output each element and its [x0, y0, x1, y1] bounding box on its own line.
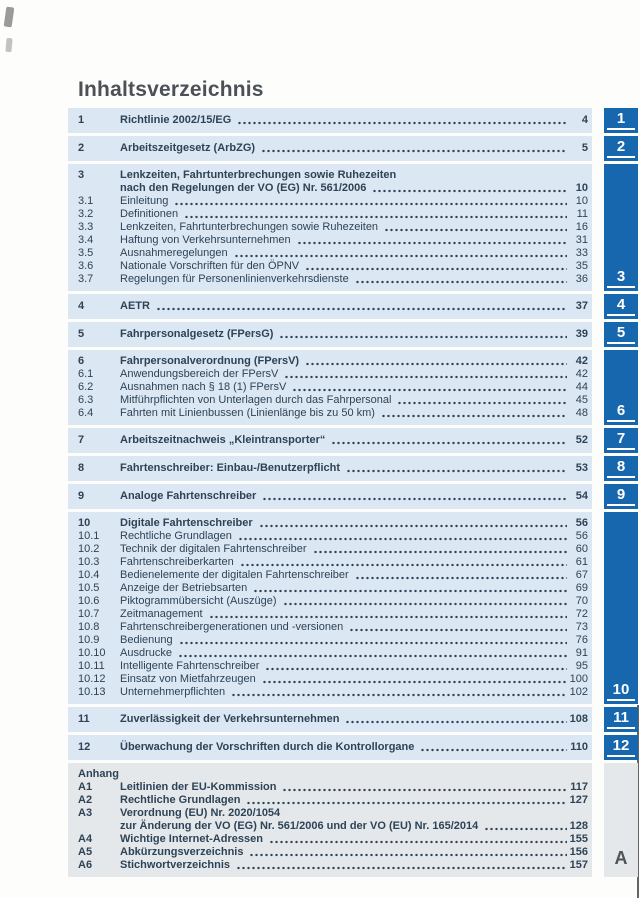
dot-leader	[381, 414, 567, 418]
toc-entry-title: Bedienelemente der digitalen Fahrtenschreiber	[120, 569, 349, 581]
toc-entry-title: Nationale Vorschriften für den ÖPNV	[120, 260, 300, 272]
toc-sub-entry	[68, 582, 592, 595]
dot-leader	[184, 215, 567, 219]
toc-entry-number: 10.11	[78, 660, 105, 672]
dot-leader	[209, 615, 567, 619]
toc-entry-page: 70	[575, 595, 588, 607]
toc-entry-number: 10.9	[78, 634, 100, 646]
toc-entry-page: 100	[569, 673, 588, 685]
toc-anhang-entry	[68, 781, 592, 794]
toc-entry-title: Mitführpflichten von Unterlagen durch das Fahrpersonal	[120, 394, 392, 406]
toc-entry-page: 95	[575, 660, 588, 672]
dot-leader	[231, 693, 566, 697]
toc-entry-title: Fahrpersonalverordnung (FPersV)	[120, 355, 300, 367]
toc-entry-number: A6	[78, 859, 93, 871]
toc-section-band	[68, 707, 592, 732]
dot-leader	[246, 801, 566, 805]
toc-entry-page: 110	[570, 741, 588, 753]
dot-leader	[355, 576, 567, 580]
toc-entry-number: 3.6	[78, 260, 94, 272]
toc-section-band	[68, 456, 592, 481]
toc-entry-number: 3.1	[78, 195, 94, 207]
toc-entry-title: zur Änderung der VO (EG) Nr. 561/2006 und der VO (EU) Nr. 165/2014	[120, 820, 479, 832]
toc-entry-title: Intelligente Fahrtenschreiber	[120, 660, 260, 672]
dot-leader	[265, 667, 567, 671]
toc-entry-title: Stichwortverzeichnis	[120, 859, 231, 871]
toc-entry-title: Anzeige der Betriebsarten	[120, 582, 248, 594]
toc-entry-number: 10.8	[78, 621, 100, 633]
toc-entry-number: 10.5	[78, 582, 100, 594]
toc-entry-page: 48	[575, 407, 588, 419]
toc-entry-title: AETR	[120, 300, 150, 312]
toc-entry-page: 60	[575, 543, 588, 555]
toc-entry-page: 42	[575, 368, 588, 380]
toc-entry-page: 73	[575, 621, 588, 633]
toc-entry-page: 37	[575, 300, 588, 312]
toc-entry-number: 11	[78, 713, 90, 725]
toc-sub-entry	[68, 673, 592, 686]
toc-entry-number: 5	[78, 328, 85, 340]
dot-leader	[253, 589, 567, 593]
thumb-tab-label: 9	[607, 487, 635, 506]
thumb-tab-label: 5	[607, 325, 635, 344]
toc-entry-title: Zeitmanagement	[120, 608, 203, 620]
toc-entry-number: 6	[78, 355, 85, 367]
dot-leader	[178, 654, 567, 658]
toc-entry-number: 10.13	[78, 686, 106, 698]
toc-entry-title: Fahrten mit Linienbussen (Linienlänge bis zu 50 km)	[120, 407, 375, 419]
toc-entry-title: Ausdrucke	[120, 647, 172, 659]
toc-sub-entry	[68, 221, 592, 234]
thumb-tab-2	[604, 136, 638, 161]
toc-entry-page: 11	[576, 208, 588, 220]
toc-entry-page: 42	[575, 355, 588, 367]
toc-entry-title: Bedienung	[120, 634, 173, 646]
thumb-tab-5	[604, 322, 638, 347]
toc-entry-page: 4	[581, 114, 588, 126]
toc-entry-title: Ausnahmeregelungen	[120, 247, 228, 259]
anhang-label	[68, 768, 592, 781]
thumb-tab-label: A	[614, 848, 628, 868]
thumb-tab-12	[604, 735, 638, 760]
dot-leader	[240, 563, 567, 567]
toc-entry-title: Lenkzeiten, Fahrtunterbrechungen sowie Ruhezeiten	[120, 169, 397, 181]
toc-section-entry	[68, 713, 592, 726]
toc-anhang-entry	[68, 807, 592, 820]
toc-entry-title: Technik der digitalen Fahrtenschreiber	[120, 543, 307, 555]
toc-entry-title: Piktogrammübersicht (Auszüge)	[120, 595, 277, 607]
toc-section-band	[68, 164, 592, 291]
toc-entry-number: 3	[78, 169, 85, 181]
toc-section-band	[68, 735, 592, 760]
toc-sub-entry	[68, 195, 592, 208]
toc-sub-entry	[68, 686, 592, 699]
thumb-tab-label: 3	[607, 269, 635, 288]
dot-leader	[305, 362, 567, 366]
dot-leader	[174, 202, 567, 206]
toc-entry-page: 52	[575, 434, 588, 446]
dot-leader	[345, 720, 566, 724]
toc-entry-title: Analoge Fahrtenschreiber	[120, 490, 257, 502]
thumb-tab-11	[604, 707, 638, 732]
toc-entry-number: 6.4	[78, 407, 94, 419]
toc-entry-page: 108	[569, 713, 588, 725]
toc-entry-title: Ausnahmen nach § 18 (1) FPersV	[120, 381, 287, 393]
dot-leader	[249, 853, 566, 857]
toc-entry-title: Fahrpersonalgesetz (FPersG)	[120, 328, 274, 340]
toc-sub-entry	[68, 368, 592, 381]
thumb-tab-7	[604, 428, 638, 453]
toc-sub-entry	[68, 621, 592, 634]
dot-leader	[384, 228, 567, 232]
dot-leader	[282, 788, 567, 792]
toc-entry-title: Lenkzeiten, Fahrtunterbrechungen sowie Ruhezeiten	[120, 221, 379, 233]
thumb-tab-3	[604, 164, 638, 291]
toc-section-entry	[68, 434, 592, 447]
toc-section-entry	[68, 741, 592, 754]
toc-entry-number: 4	[78, 300, 85, 312]
toc-sub-entry	[68, 208, 592, 221]
thumb-tab-label: 7	[607, 431, 635, 450]
dot-leader	[297, 241, 567, 245]
toc-entry-title: Überwachung der Vorschriften durch die Kontrollorgane	[120, 741, 415, 753]
toc-entry-page: 157	[569, 859, 588, 871]
toc-entry-number: 3.4	[78, 234, 94, 246]
dot-leader	[262, 497, 567, 501]
thumb-tab-9	[604, 484, 638, 509]
toc-entry-number: 3.2	[78, 208, 94, 220]
toc-entry-number: 6.3	[78, 394, 94, 406]
dot-leader	[262, 680, 567, 684]
dot-leader	[156, 307, 567, 311]
toc-entry-title: Fahrtenschreibergenerationen und -versionen	[120, 621, 344, 633]
dot-leader	[346, 469, 567, 473]
toc-section-entry	[68, 328, 592, 341]
toc-entry-number: 6.2	[78, 381, 94, 393]
toc-entry-title: Verordnung (EU) Nr. 2020/1054	[120, 807, 281, 819]
toc-entry-title: Regelungen für Personenlinienverkehrsdienste	[120, 273, 349, 285]
toc-entry-number: 7	[78, 434, 85, 446]
toc-entry-number: 10	[78, 517, 91, 529]
dot-leader	[234, 254, 567, 258]
dot-leader	[355, 280, 567, 284]
thumb-tab-A	[604, 763, 638, 877]
toc-section-entry	[68, 462, 592, 475]
toc-entry-page: 54	[575, 490, 588, 502]
dot-leader	[269, 840, 567, 844]
toc-entry-page: 45	[575, 394, 588, 406]
thumb-tab-1	[604, 108, 638, 133]
toc-section-entry	[68, 517, 592, 530]
scan-artifact	[5, 38, 12, 52]
toc-section-entry	[68, 142, 592, 155]
dot-leader	[305, 267, 567, 271]
scan-edge-artifact	[637, 705, 639, 898]
toc-sub-entry	[68, 530, 592, 543]
toc-entry-number: A5	[78, 846, 93, 858]
toc-anhang-entry	[68, 833, 592, 846]
toc-entry-number: 2	[78, 142, 85, 154]
thumb-tab-label: 10	[607, 682, 635, 701]
thumb-tab-4	[604, 294, 638, 319]
toc-section-band	[68, 350, 592, 425]
thumb-tab-label: 4	[607, 297, 635, 316]
toc-entry-page: 44	[575, 381, 588, 393]
dot-leader	[292, 388, 567, 392]
toc-entry-number: 1	[78, 114, 85, 126]
thumb-tab-6	[604, 350, 638, 425]
toc-entry-title: Fahrtenschreiberkarten	[120, 556, 234, 568]
thumb-tab-label: 2	[607, 139, 635, 158]
toc-anhang-band	[68, 763, 592, 877]
page-title: Inhaltsverzeichnis	[78, 78, 264, 101]
toc-section-band	[68, 108, 592, 133]
toc-entry-number: 10.7	[78, 608, 100, 620]
thumb-tab-8	[604, 456, 638, 481]
toc-entry-page: 72	[575, 608, 588, 620]
table-of-contents	[68, 108, 592, 880]
toc-sub-entry	[68, 595, 592, 608]
toc-entry-number: 12	[78, 741, 91, 753]
toc-sub-entry	[68, 407, 592, 420]
toc-section-band	[68, 136, 592, 161]
toc-entry-title: Einsatz von Mietfahrzeugen	[120, 673, 256, 685]
toc-entry-number: 10.12	[78, 673, 106, 685]
toc-anhang-entry	[68, 794, 592, 807]
toc-entry-page: 39	[575, 328, 588, 340]
toc-sub-entry	[68, 381, 592, 394]
dot-leader	[331, 441, 567, 445]
toc-entry-number: 9	[78, 490, 85, 502]
toc-sub-entry	[68, 394, 592, 407]
toc-sub-entry	[68, 569, 592, 582]
toc-entry-title: Haftung von Verkehrsunternehmen	[120, 234, 291, 246]
toc-entry-page: 5	[581, 142, 588, 154]
toc-entry-title: nach den Regelungen der VO (EG) Nr. 561/2006	[120, 182, 367, 194]
toc-anhang-entry	[68, 859, 592, 872]
toc-entry-number: 3.5	[78, 247, 94, 259]
dot-leader	[236, 866, 567, 870]
toc-sub-entry	[68, 660, 592, 673]
thumb-tab-label: 6	[607, 403, 635, 422]
toc-sub-entry	[68, 608, 592, 621]
toc-section-band	[68, 484, 592, 509]
toc-entry-number: A1	[78, 781, 93, 793]
toc-entry-page: 67	[575, 569, 588, 581]
dot-leader	[372, 189, 567, 193]
toc-entry-title: Fahrtenschreiber: Einbau-/Benutzerpflicht	[120, 462, 341, 474]
scan-artifact	[4, 7, 15, 28]
thumb-tab-label: 8	[607, 459, 635, 478]
toc-entry-title: Leitlinien der EU-Kommission	[120, 781, 277, 793]
toc-entry-title: Digitale Fahrtenschreiber	[120, 517, 253, 529]
toc-section-entry-continuation	[68, 182, 592, 195]
toc-entry-page: 16	[575, 221, 588, 233]
dot-leader	[420, 748, 567, 752]
thumb-tab-label: 11	[607, 710, 635, 729]
dot-leader	[279, 335, 567, 339]
dot-leader	[237, 121, 567, 125]
toc-entry-title: Einleitung	[120, 195, 169, 207]
toc-section-entry	[68, 300, 592, 313]
toc-entry-title: Wichtige Internet-Adressen	[120, 833, 263, 845]
toc-entry-title: Arbeitszeitgesetz (ArbZG)	[120, 142, 256, 154]
dot-leader	[313, 550, 568, 554]
toc-entry-number: A3	[78, 807, 93, 819]
toc-entry-number: 10.1	[78, 530, 100, 542]
toc-sub-entry	[68, 543, 592, 556]
thumb-tab-label: 12	[607, 738, 635, 757]
toc-entry-title: Anwendungsbereich der FPersV	[120, 368, 279, 380]
toc-entry-number: 3.7	[78, 273, 94, 285]
toc-entry-title: Rechtliche Grundlagen	[120, 794, 241, 806]
toc-sub-entry	[68, 556, 592, 569]
toc-entry-number: 10.6	[78, 595, 100, 607]
toc-entry-page: 69	[575, 582, 588, 594]
toc-entry-number: 10.3	[78, 556, 100, 568]
toc-entry-page: 56	[575, 517, 588, 529]
toc-section-band	[68, 322, 592, 347]
toc-entry-page: 156	[569, 846, 588, 858]
toc-section-entry	[68, 169, 592, 182]
toc-entry-page: 117	[570, 781, 588, 793]
toc-entry-title: Arbeitszeitnachweis „Kleintransporter“	[120, 434, 326, 446]
dot-leader	[283, 602, 567, 606]
toc-entry-number: A2	[78, 794, 93, 806]
toc-entry-number: 8	[78, 462, 85, 474]
dot-leader	[397, 401, 567, 405]
toc-entry-title: Unternehmerpflichten	[120, 686, 226, 698]
toc-anhang-entry	[68, 846, 592, 859]
toc-section-entry	[68, 355, 592, 368]
toc-section-entry	[68, 114, 592, 127]
toc-entry-title: Rechtliche Grundlagen	[120, 530, 232, 542]
toc-entry-number: Anhang	[78, 768, 119, 780]
dot-leader	[179, 641, 567, 645]
toc-sub-entry	[68, 647, 592, 660]
dot-leader	[349, 628, 567, 632]
toc-entry-page: 102	[569, 686, 588, 698]
toc-entry-page: 10	[575, 195, 588, 207]
toc-entry-page: 61	[575, 556, 588, 568]
dot-leader	[259, 524, 567, 528]
dot-leader	[284, 375, 567, 379]
toc-sub-entry	[68, 634, 592, 647]
toc-entry-page: 127	[569, 794, 588, 806]
toc-entry-title: Richtlinie 2002/15/EG	[120, 114, 232, 126]
toc-entry-number: 10.4	[78, 569, 100, 581]
toc-section-band	[68, 428, 592, 453]
toc-entry-number: 6.1	[78, 368, 94, 380]
toc-entry-number: 10.10	[78, 647, 106, 659]
toc-entry-page: 31	[575, 234, 588, 246]
toc-anhang-entry-continuation	[68, 820, 592, 833]
toc-entry-number: 10.2	[78, 543, 100, 555]
toc-entry-title: Abkürzungsverzeichnis	[120, 846, 244, 858]
toc-entry-number: 3.3	[78, 221, 94, 233]
toc-entry-number: A4	[78, 833, 93, 845]
toc-sub-entry	[68, 260, 592, 273]
toc-entry-page: 128	[569, 820, 588, 832]
toc-entry-page: 91	[575, 647, 588, 659]
toc-entry-page: 155	[569, 833, 588, 845]
toc-entry-page: 10	[575, 182, 588, 194]
dot-leader	[484, 827, 566, 831]
toc-sub-entry	[68, 273, 592, 286]
dot-leader	[261, 149, 567, 153]
thumb-tab-label: 1	[607, 111, 635, 130]
dot-leader	[238, 537, 567, 541]
toc-entry-page: 53	[575, 462, 588, 474]
toc-section-entry	[68, 490, 592, 503]
toc-entry-page: 76	[575, 634, 588, 646]
toc-entry-page: 56	[575, 530, 588, 542]
thumb-tab-10	[604, 512, 638, 704]
toc-entry-page: 35	[575, 260, 588, 272]
toc-entry-page: 33	[575, 247, 588, 259]
toc-entry-title: Zuverlässigkeit der Verkehrsunternehmen	[120, 713, 340, 725]
toc-sub-entry	[68, 234, 592, 247]
toc-entry-title: Definitionen	[120, 208, 179, 220]
toc-section-band	[68, 294, 592, 319]
toc-sub-entry	[68, 247, 592, 260]
toc-section-band	[68, 512, 592, 704]
toc-entry-page: 36	[575, 273, 588, 285]
